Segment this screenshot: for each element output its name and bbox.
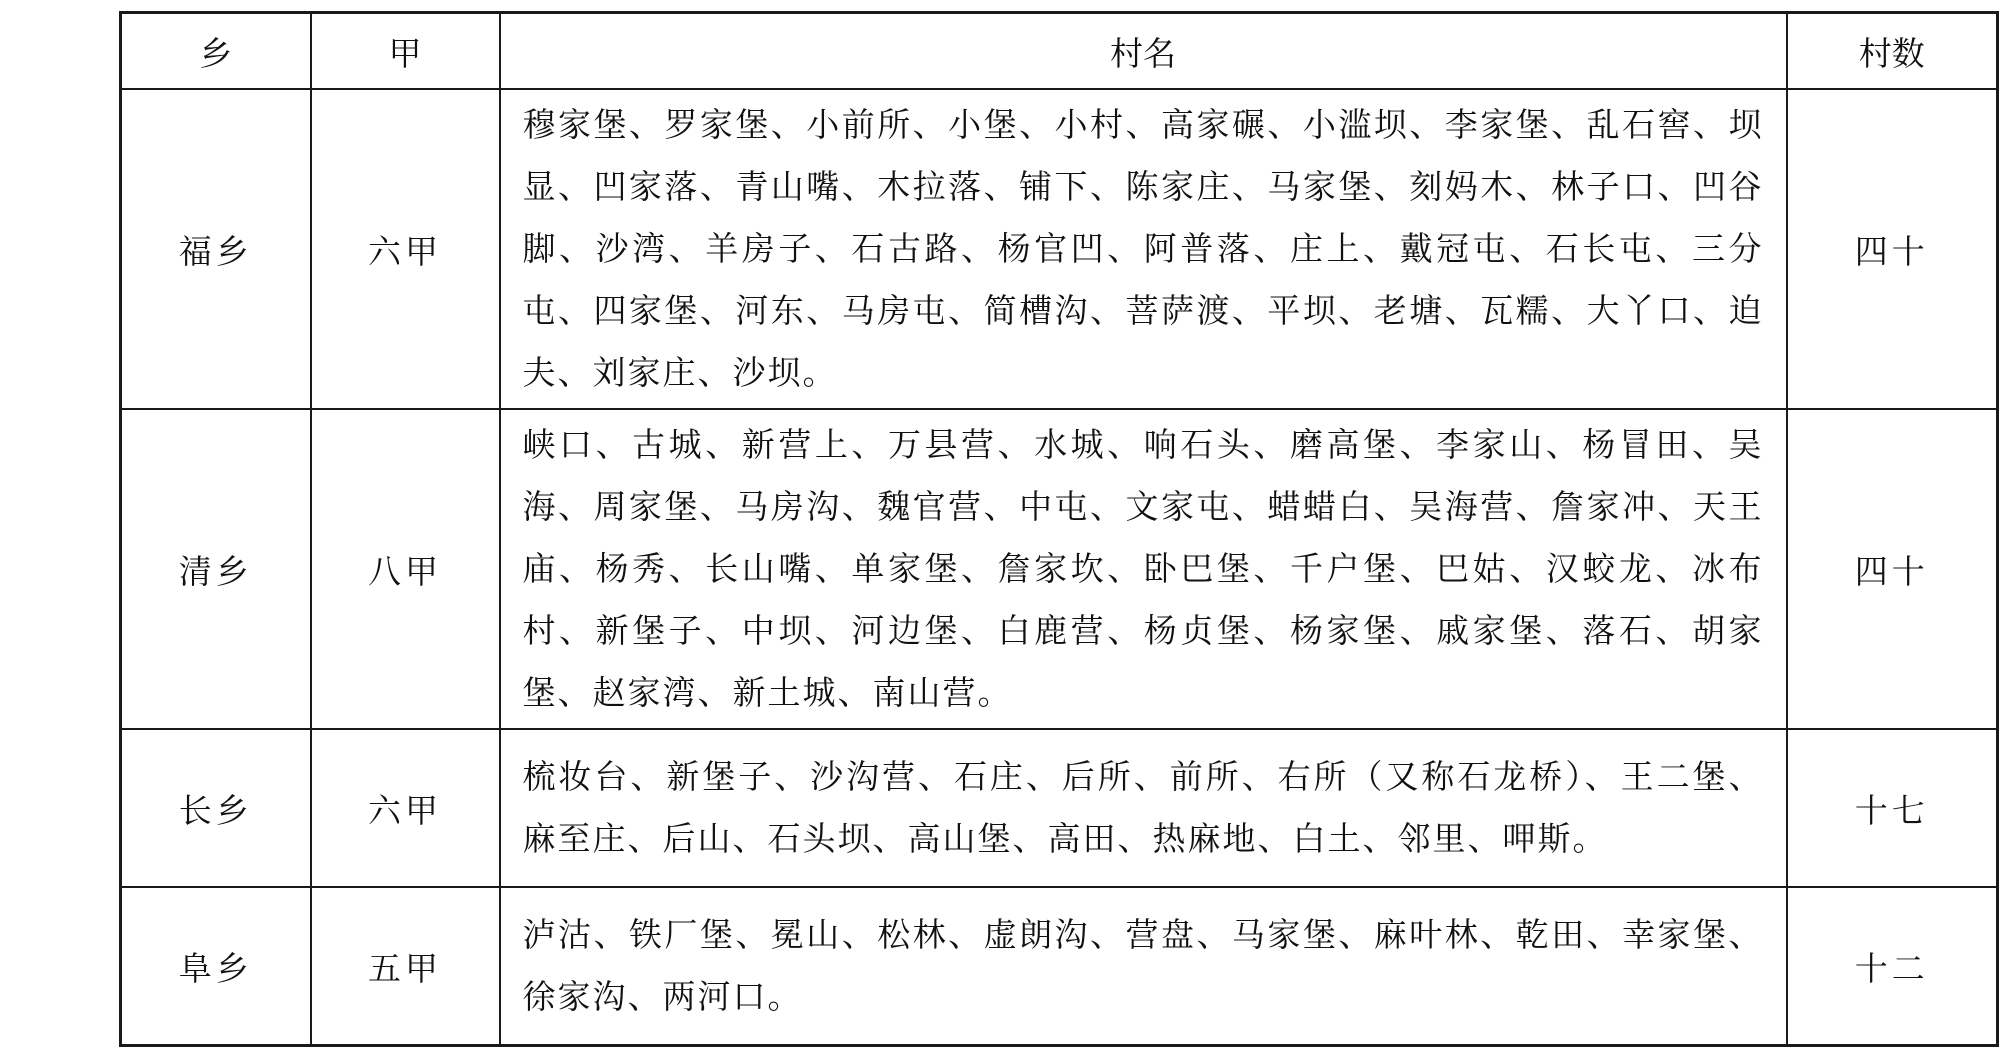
- header-xiang: 乡: [121, 13, 311, 90]
- cell-cunming: 穆家堡、罗家堡、小前所、小堡、小村、高家碾、小滥坝、李家堡、乱石窖、坝显、凹家落、青山嘴、木拉落、铺下、陈家庄、马家堡、刻妈木、林子口、凹谷脚、沙湾、羊房子、石古路、杨官凹、阿普落、庄上、戴冠屯、石长屯、三分屯、四家堡、河东、马房屯、简槽沟、菩萨渡、平坝、老塘、瓦糯、大丫口、迫夫、刘家庄、沙坝。: [500, 89, 1787, 409]
- cell-jia: 六甲: [311, 89, 500, 409]
- header-cunshu: 村数: [1787, 13, 1998, 90]
- cell-cunshu: 四十: [1787, 89, 1998, 409]
- village-table: [119, 11, 1999, 1047]
- cell-jia: 六甲: [311, 729, 500, 887]
- table-row: [121, 887, 1998, 1046]
- cell-xiang: 阜乡: [121, 887, 311, 1046]
- cell-cunming: 梳妆台、新堡子、沙沟营、石庄、后所、前所、右所（又称石龙桥）、王二堡、麻至庄、后山、石头坝、高山堡、高田、热麻地、白土、邻里、呷斯。: [500, 729, 1787, 887]
- table-row: [121, 729, 1998, 887]
- cell-xiang: 长乡: [121, 729, 311, 887]
- header-cunming: 村名: [500, 13, 1787, 90]
- cell-xiang: 福乡: [121, 89, 311, 409]
- cell-cunshu: 十二: [1787, 887, 1998, 1046]
- table-row: [121, 409, 1998, 729]
- cell-cunming: 峡口、古城、新营上、万县营、水城、响石头、磨高堡、李家山、杨冒田、吴海、周家堡、马房沟、魏官营、中屯、文家屯、蜡蜡白、吴海营、詹家冲、天王庙、杨秀、长山嘴、单家堡、詹家坎、卧巴堡、千户堡、巴姑、汉蛟龙、冰布村、新堡子、中坝、河边堡、白鹿营、杨贞堡、杨家堡、戚家堡、落石、胡家堡、赵家湾、新土城、南山营。: [500, 409, 1787, 729]
- cell-cunshu: 四十: [1787, 409, 1998, 729]
- village-table-container: [119, 11, 1999, 1047]
- table-row: [121, 89, 1998, 409]
- cell-jia: 八甲: [311, 409, 500, 729]
- header-row: [121, 13, 1998, 90]
- cell-cunming: 泸沽、铁厂堡、冕山、松林、虚朗沟、营盘、马家堡、麻叶林、乾田、幸家堡、徐家沟、两河口。: [500, 887, 1787, 1046]
- cell-cunshu: 十七: [1787, 729, 1998, 887]
- cell-xiang: 清乡: [121, 409, 311, 729]
- header-jia: 甲: [311, 13, 500, 90]
- cell-jia: 五甲: [311, 887, 500, 1046]
